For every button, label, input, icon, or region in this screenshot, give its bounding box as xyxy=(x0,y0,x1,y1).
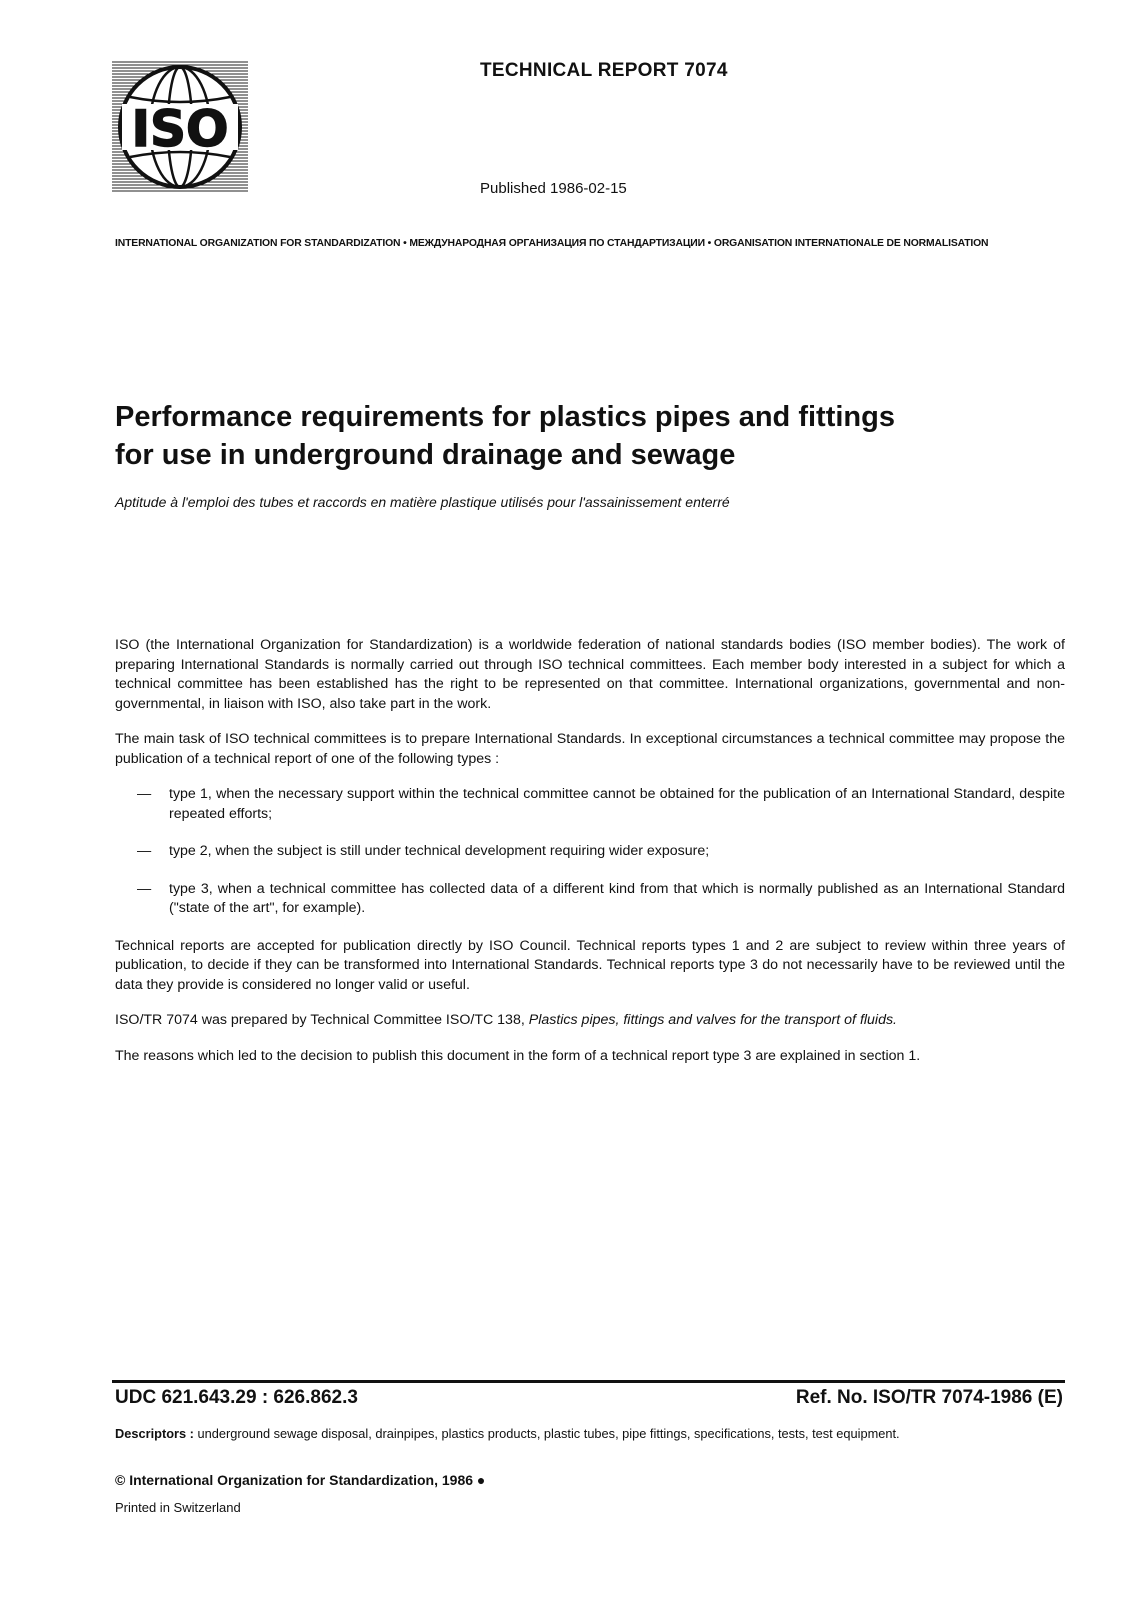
paragraph-reasons: The reasons which led to the decision to publish this document in the form of a technical report type 3 are explained in section 1. xyxy=(115,1047,921,1064)
descriptors xyxy=(115,1426,1065,1441)
foreword xyxy=(115,636,1065,1082)
paragraph-review: Technical reports are accepted for publication directly by ISO Council. Technical reports types 1 and 2 are subject to review within three years of publication, to decide if they can be transformed into International Standards. Technical reports type 3 do not necessarily have to be reviewed until the data they provide is considered no longer valid or useful. xyxy=(115,937,1065,993)
report-title: TECHNICAL REPORT 7074 xyxy=(480,60,728,81)
dash-bullet: — xyxy=(137,880,152,897)
dash-bullet: — xyxy=(137,786,152,802)
list-item xyxy=(115,880,1065,919)
committee-title: Plastics pipes, fittings and valves for the transport of fluids. xyxy=(528,1012,897,1028)
title-line-1: Performance requirements for plastics pipes and fittings xyxy=(115,401,895,433)
reference-number: Ref. No. ISO/TR 7074-1986 (E) xyxy=(795,1387,1063,1408)
organization-line: INTERNATIONAL ORGANIZATION FOR STANDARDIZATION • МЕЖДУНАРОДНАЯ ОРГАНИЗАЦИЯ ПО СТАНДАРТИЗАЦИИ • ORGANISATION INTERNATIONALE DE NORMALISATION xyxy=(115,238,989,249)
french-subtitle: Aptitude à l'emploi des tubes et raccords en matière plastique utilisés pour l'assainissement enterré xyxy=(115,494,730,510)
copyright-notice: © International Organization for Standardization, 1986 ● xyxy=(115,1472,486,1488)
dash-bullet: — xyxy=(137,843,152,859)
udc-number: UDC 621.643.29 : 626.862.3 xyxy=(115,1387,358,1408)
list-item xyxy=(115,842,1065,862)
list-item xyxy=(115,785,1065,824)
descriptors-label: Descriptors : xyxy=(115,1426,194,1441)
paragraph-prepared-by xyxy=(115,1011,1065,1031)
footer-divider xyxy=(112,1380,1065,1383)
paragraph-iso-intro: ISO (the International Organization for Standardization) is a worldwide federation of national standards bodies (ISO member bodies). The work of preparing International Standards is normally carried out through ISO technical committees. Each member body interested in a subject for which a technical committee has been established has the right to be represented on that committee. International organizations, governmental and non-governmental, in liaison with ISO, also take part in the work. xyxy=(115,637,1065,712)
paragraph-main-task: The main task of ISO technical committees is to prepare International Standards. In exceptional circumstances a technical committee may propose the publication of a technical report of one of the following types : xyxy=(115,731,1065,767)
svg-text:ISO: ISO xyxy=(131,100,229,158)
published-date: Published 1986-02-15 xyxy=(480,180,627,197)
printed-in: Printed in Switzerland xyxy=(115,1500,241,1515)
list-item-text: type 3, when a technical committee has collected data of a different kind from that which is normally published as an International Standard ("state of the art", for example). xyxy=(169,880,1065,916)
prepared-by-text: ISO/TR 7074 was prepared by Technical Committee ISO/TC 138, xyxy=(115,1012,529,1028)
list-item-text: type 1, when the necessary support within the technical committee cannot be obtained for the publication of an International Standard, despite repeated efforts; xyxy=(169,786,1065,822)
title-line-2: for use in underground drainage and sewage xyxy=(115,439,736,471)
descriptors-list: underground sewage disposal, drainpipes, plastics products, plastic tubes, pipe fittings, specifications, tests, test equipment. xyxy=(197,1426,900,1441)
iso-logo xyxy=(112,60,248,194)
list-item-text: type 2, when the subject is still under technical development requiring wider exposure; xyxy=(169,843,710,859)
document-title xyxy=(115,398,1075,474)
